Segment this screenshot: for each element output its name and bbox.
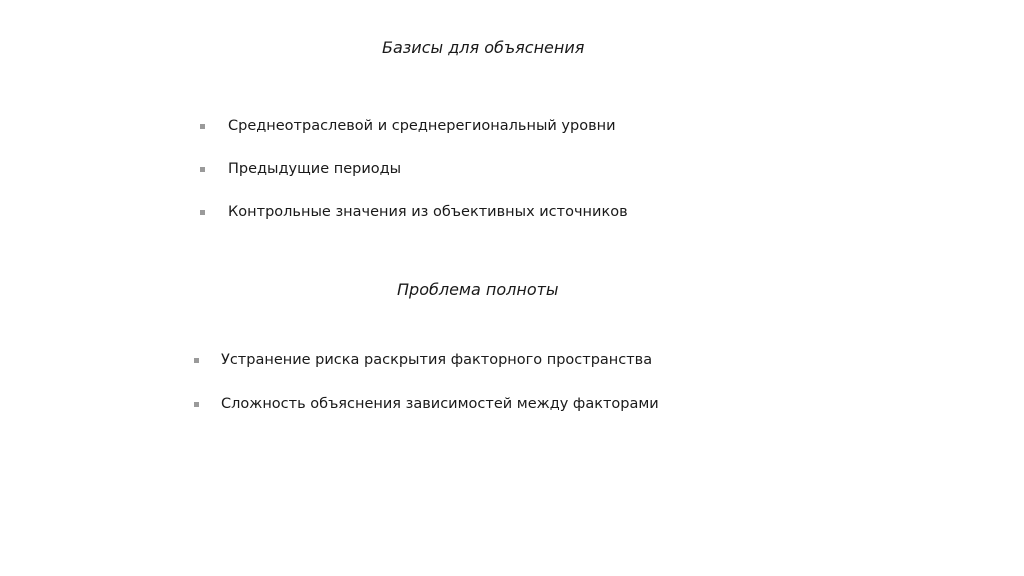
section-title-bases: Базисы для объяснения (382, 38, 585, 57)
bullet-icon (194, 402, 199, 407)
bullet-icon (194, 358, 199, 363)
list-item-industry-regional-levels: Среднеотраслевой и среднерегиональный уровни (228, 118, 616, 134)
bullet-icon (200, 124, 205, 129)
list-item-control-values: Контрольные значения из объективных источников (228, 204, 628, 220)
list-item-dependency-complexity: Сложность объяснения зависимостей между факторами (221, 396, 659, 412)
bullet-icon (200, 167, 205, 172)
bullet-icon (200, 210, 205, 215)
list-item-previous-periods: Предыдущие периоды (228, 161, 402, 177)
section-title-completeness: Проблема полноты (397, 280, 559, 299)
list-item-risk-elimination: Устранение риска раскрытия факторного пространства (221, 352, 653, 368)
